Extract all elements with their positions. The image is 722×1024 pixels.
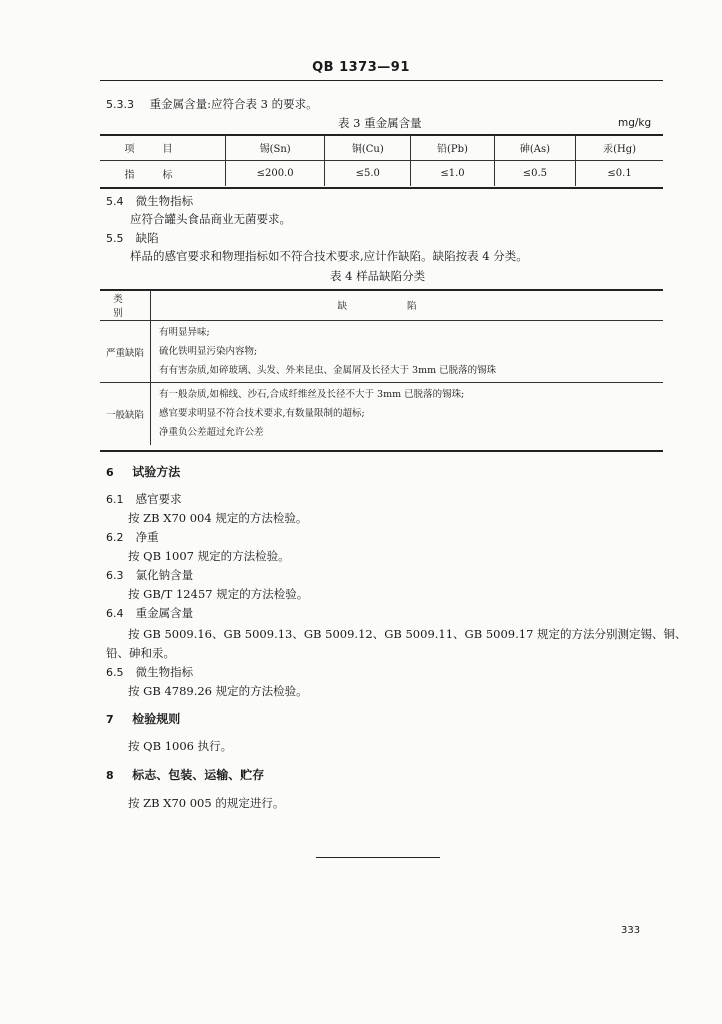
table-header-cell: 汞(Hg) — [576, 135, 663, 161]
table4-caption: 表 4 样品缺陷分类 — [330, 269, 426, 283]
table-cell: ≤1.0 — [411, 161, 494, 187]
clause-6-2 — [106, 529, 159, 546]
table-header-cell: 铅(Pb) — [411, 135, 494, 161]
clause-5-5 — [106, 230, 159, 247]
table4-defect-classification — [100, 290, 663, 445]
section-8-text: 按 ZB X70 005 的规定进行。 — [128, 796, 285, 810]
table-cell: ≤0.5 — [494, 161, 575, 187]
defect-item: 硫化铁明显污染内容物; — [159, 346, 258, 357]
clause-number: 6.2 — [106, 531, 124, 544]
table-cell-items — [151, 321, 664, 383]
clause-6-3-text: 按 GB/T 12457 规定的方法检验。 — [128, 587, 309, 601]
table4-row-general — [100, 383, 663, 445]
clause-6-4-text-line2: 铅、砷和汞。 — [106, 646, 175, 660]
section-8-heading — [106, 766, 264, 783]
clause-6-4 — [106, 605, 193, 622]
page-number: 333 — [621, 925, 641, 936]
table-cell-category: 严重缺陷 — [100, 321, 151, 383]
clause-number: 5.4 — [106, 195, 124, 208]
table-cell-category: 一般缺陷 — [105, 409, 144, 421]
section-7-heading — [106, 710, 180, 727]
section-number: 8 — [106, 769, 114, 782]
clause-title: 氯化钠含量 — [135, 568, 194, 582]
section-number: 6 — [106, 466, 114, 479]
table-cell: ≤0.1 — [576, 161, 663, 187]
table-cell: ≤200.0 — [226, 161, 325, 187]
section-7-text: 按 QB 1006 执行。 — [128, 739, 233, 753]
table3-value-row — [100, 161, 663, 187]
table4-header-row — [100, 290, 663, 321]
table-header-cell: 项目 — [100, 135, 226, 161]
clause-6-1 — [106, 491, 182, 508]
clause-6-5-text: 按 GB 4789.26 规定的方法检验。 — [128, 684, 308, 698]
clause-title: 感官要求 — [135, 492, 182, 506]
clause-6-1-text: 按 ZB X70 004 规定的方法检验。 — [128, 511, 308, 525]
table-header-cell: 锡(Sn) — [226, 135, 325, 161]
clause-text: 重金属含量:应符合表 3 的要求。 — [149, 97, 318, 111]
header-rule — [100, 80, 663, 81]
table-cell-items — [151, 383, 664, 445]
table3-heavy-metals — [100, 135, 663, 186]
table4-row-serious — [100, 321, 663, 383]
table-header-cell: 缺陷 — [151, 290, 664, 321]
table3-bottom-rule — [100, 187, 663, 189]
table3-caption: 表 3 重金属含量 — [338, 116, 422, 130]
clause-5-4 — [106, 193, 193, 210]
table-header-cell: 铜(Cu) — [325, 135, 411, 161]
table-cell: 指标 — [124, 170, 201, 181]
end-rule — [316, 857, 440, 858]
clause-number: 6.1 — [106, 493, 124, 506]
clause-number: 5.3.3 — [106, 98, 134, 111]
clause-number: 6.5 — [106, 666, 124, 679]
defect-item: 感官要求明显不符合技术要求,有数量限制的超标; — [159, 408, 365, 420]
table-header-cell: 砷(As) — [494, 135, 575, 161]
section-title: 检验规则 — [132, 712, 181, 726]
clause-5-5-text: 样品的感官要求和物理指标如不符合技术要求,应计作缺陷。缺陷按表 4 分类。 — [130, 249, 528, 263]
clause-6-5 — [106, 664, 193, 681]
clause-6-3 — [106, 567, 193, 584]
defect-item: 有明显异味; — [159, 327, 210, 338]
table-cell: ≤5.0 — [325, 161, 411, 187]
clause-title: 微生物指标 — [135, 194, 194, 208]
clause-5-3-3 — [106, 96, 318, 113]
clause-title: 重金属含量 — [135, 606, 194, 620]
section-number: 7 — [106, 713, 114, 726]
clause-title: 净重 — [135, 530, 159, 544]
section-6-heading — [106, 463, 180, 480]
section-title: 标志、包装、运输、贮存 — [132, 768, 265, 782]
table3-unit: mg/kg — [618, 117, 652, 129]
defect-item: 有有害杂质,如碎玻璃、头发、外来昆虫、金属屑及长径大于 3mm 已脱落的锡珠 — [159, 365, 497, 376]
clause-number: 6.3 — [106, 569, 124, 582]
clause-number: 6.4 — [106, 607, 124, 620]
defect-item: 有一般杂质,如棉线、沙石,合成纤维丝及长径不大于 3mm 已脱落的锡珠; — [159, 389, 465, 401]
table3-header-row — [100, 135, 663, 161]
section-title: 试验方法 — [132, 465, 181, 479]
clause-6-4-text-line1: 按 GB 5009.16、GB 5009.13、GB 5009.12、GB 5009.11、GB 5009.17 规定的方法分别测定锡、铜、 — [128, 627, 687, 641]
clause-title: 缺陷 — [135, 231, 159, 245]
table-header-cell: 类别 — [100, 290, 151, 321]
clause-5-4-text: 应符合罐头食品商业无菌要求。 — [130, 212, 291, 226]
clause-6-2-text: 按 QB 1007 规定的方法检验。 — [128, 549, 290, 563]
defect-item: 净重负公差超过允许公差 — [159, 427, 264, 439]
clause-title: 微生物指标 — [135, 665, 194, 679]
document-header: QB 1373—91 — [312, 60, 410, 75]
clause-number: 5.5 — [106, 232, 124, 245]
table4-bottom-rule — [100, 450, 663, 452]
